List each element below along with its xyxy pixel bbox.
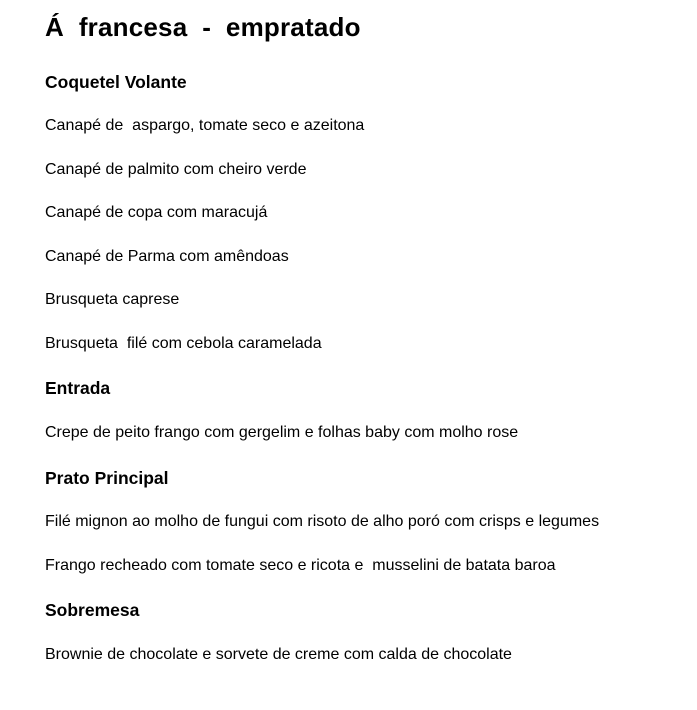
menu-item: Brownie de chocolate e sorvete de creme com calda de chocolate — [45, 646, 512, 663]
section-heading-entrada: Entrada — [45, 378, 111, 398]
menu-item: Canapé de aspargo, tomate seco e azeitona — [45, 117, 365, 134]
menu-item: Canapé de copa com maracujá — [45, 204, 268, 221]
menu-item: Crepe de peito frango com gergelim e folhas baby com molho rose — [45, 424, 519, 441]
menu-item: Frango recheado com tomate seco e ricota e musselini de batata baroa — [45, 557, 556, 574]
page-title: Á francesa - empratado — [45, 12, 361, 42]
menu-item: Canapé de Parma com amêndoas — [45, 248, 289, 265]
menu-item: Brusqueta caprese — [45, 291, 180, 308]
menu-item: Canapé de palmito com cheiro verde — [45, 161, 307, 178]
menu-item: Brusqueta filé com cebola caramelada — [45, 335, 322, 352]
section-heading-coquetel-volante: Coquetel Volante — [45, 72, 187, 92]
section-heading-prato-principal: Prato Principal — [45, 468, 169, 488]
menu-item: Filé mignon ao molho de fungui com risoto de alho poró com crisps e legumes — [45, 513, 600, 530]
section-heading-sobremesa: Sobremesa — [45, 600, 140, 620]
